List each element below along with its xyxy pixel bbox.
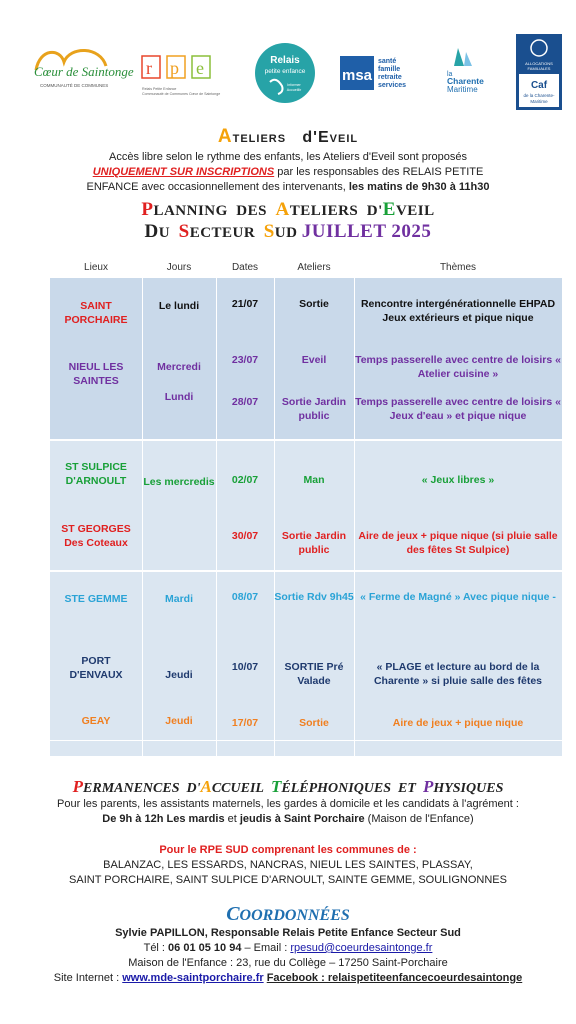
header-themes: Thèmes — [439, 262, 477, 273]
contact-line: Tél : 06 01 05 10 94 – Email : rpesud@coeurdesaintonge.fr — [143, 942, 433, 954]
table-row-atelier: Sortie — [299, 298, 329, 310]
svg-text:Relais: Relais — [270, 55, 300, 66]
table-row-jour: Jeudi — [165, 715, 193, 727]
table-row-date: 28/07 — [231, 396, 259, 408]
svg-text:santé: santé — [378, 58, 397, 65]
table-row-jour: Le lundi — [158, 300, 200, 312]
table-row-atelier: Sortie Rdv 9h45 — [274, 591, 354, 603]
phone-number: 06 01 05 10 94 — [168, 942, 242, 954]
svg-text:la: la — [447, 71, 453, 78]
msa-logo — [340, 54, 422, 94]
svg-text:ALLOCATIONS: ALLOCATIONS — [525, 61, 553, 66]
table-row-date: 23/07 — [231, 354, 259, 366]
header-jours: Jours — [166, 262, 192, 273]
header-lieux: Lieux — [84, 262, 108, 273]
coeur-logo-text: Cœur de Saintonge — [34, 64, 134, 79]
svg-text:Maritime: Maritime — [530, 99, 548, 104]
email-link[interactable]: rpesud@coeurdesaintonge.fr — [290, 942, 433, 954]
website-link[interactable]: www.mde-saintporchaire.fr — [122, 972, 264, 984]
communes-block — [0, 843, 576, 888]
table-row-atelier: Sortie — [299, 717, 329, 729]
coordonnees-text — [0, 926, 576, 986]
coordonnees-title: COORDONNÉES — [226, 903, 350, 925]
intro-text — [0, 150, 576, 195]
intro-line-3: ENFANCE avec occasionnellement des intervenants, les matins de 9h30 à 11h30 — [86, 181, 490, 193]
table-row-date: 17/07 — [231, 717, 259, 729]
svg-text:de la Charente-: de la Charente- — [523, 93, 555, 98]
table-row-date: 10/07 — [231, 661, 259, 673]
table-row-atelier: Sortie Jardin public — [281, 530, 347, 556]
coeur-de-saintonge-logo — [30, 40, 134, 90]
table-row-theme: « Ferme de Magné » Avec pique nique - — [360, 591, 556, 603]
table-row-theme: Aire de jeux + pique nique — [392, 717, 524, 729]
address-line: Maison de l'Enfance : 23, rue du Collège – 17250 Saint-Porchaire — [128, 957, 448, 969]
table-row-atelier: Eveil — [301, 354, 327, 366]
table-row-lieu: ST GEORGES Des Coteaux — [61, 523, 131, 549]
planning-table — [50, 257, 562, 757]
web-line: Site Internet : www.mde-saintporchaire.fr Facebook : relaispetiteenfancecoeurdesaintonge — [53, 972, 523, 984]
header-ateliers: Ateliers — [297, 262, 331, 273]
row-divider — [50, 740, 562, 741]
table-row-lieu: GEAY — [81, 715, 111, 727]
intro-line-1: Accès libre selon le rythme des enfants, les Ateliers d'Eveil sont proposés — [109, 151, 467, 163]
communes-line-1: BALANZAC, LES ESSARDS, NANCRAS, NIEUL LES SAINTES, PLASSAY, — [103, 859, 473, 871]
table-row-theme: Temps passerelle avec centre de loisirs « Jeux d'eau » et pique nique — [355, 396, 561, 422]
table-row-atelier: SORTIE Pré Valade — [284, 661, 344, 687]
table-row-jour: Jeudi — [165, 669, 193, 681]
rpe-sud-line: Pour le RPE SUD comprenant les communes de : — [159, 844, 417, 856]
table-row-jour: Les mercredis — [143, 476, 215, 488]
table-row-atelier: Sortie Jardin public — [281, 396, 347, 422]
svg-text:Relais Petite Enfance: Relais Petite Enfance — [142, 87, 177, 91]
svg-text:Maritime: Maritime — [447, 85, 478, 94]
planning-title-line-1: PLANNING DES ATELIERS D'EVEIL — [141, 199, 435, 220]
relais-petite-enfance-logo — [254, 42, 316, 104]
svg-text:p: p — [170, 58, 179, 78]
svg-text:Accueillir: Accueillir — [286, 88, 302, 92]
table-row-theme: Temps passerelle avec centre de loisirs « Atelier cuisine » — [355, 354, 561, 380]
table-row-theme: « Jeux libres » — [421, 474, 495, 486]
table-row-date: 02/07 — [231, 474, 259, 486]
planning-month: JUILLET 2025 — [301, 221, 432, 242]
table-row-lieu: PORT D'ENVAUX — [69, 655, 123, 681]
rpe-logo — [140, 52, 220, 102]
caf-logo — [516, 34, 562, 110]
permanences-text — [0, 797, 576, 827]
svg-text:Informer: Informer — [287, 83, 301, 87]
table-row-lieu: SAINT PORCHAIRE — [64, 300, 128, 326]
col-divider — [142, 278, 143, 756]
table-row-theme: Rencontre intergénérationnelle EHPAD Jeux extérieurs et pique nique — [360, 298, 556, 324]
responsable-line: Sylvie PAPILLON, Responsable Relais Petite Enfance Secteur Sud — [115, 927, 461, 939]
svg-text:Communauté de Communes Cœur de: Communauté de Communes Cœur de Saintonge — [142, 92, 221, 96]
communes-line-2: SAINT PORCHAIRE, SAINT SULPICE D'ARNOULT, SAINTE GEMME, SOULIGNONNES — [69, 874, 507, 886]
svg-text:Charente: Charente — [447, 76, 484, 86]
facebook-link[interactable]: Facebook : relaispetiteenfancecoeurdesaintonge — [266, 972, 523, 984]
svg-text:e: e — [196, 58, 204, 78]
ateliers-title: Ateliers d'Eveil — [217, 126, 359, 147]
svg-text:petite enfance: petite enfance — [264, 68, 306, 75]
table-row-lieu: ST SULPICE D'ARNOULT — [65, 461, 127, 487]
table-row-lieu: STE GEMME — [64, 593, 128, 605]
svg-text:retraite: retraite — [378, 74, 402, 81]
permanences-line-1: Pour les parents, les assistants maternels, les gardes à domicile et les candidats à l'agrément : — [57, 798, 519, 810]
table-row-date: 08/07 — [231, 591, 259, 603]
permanences-title: PERMANENCES D'ACCUEIL TÉLÉPHONIQUES ET PHYSIQUES — [72, 777, 504, 796]
table-row-date: 21/07 — [231, 298, 259, 310]
intro-line-2: UNIQUEMENT SUR INSCRIPTIONS par les responsables des RELAIS PETITE — [92, 166, 484, 178]
charente-maritime-logo — [444, 46, 494, 96]
table-row-jour: Mardi — [164, 593, 193, 605]
table-row-jour: Mercredi — [157, 361, 201, 373]
table-row-date: 30/07 — [231, 530, 259, 542]
permanences-line-2: De 9h à 12h Les mardis et jeudis à Saint Porchaire (Maison de l'Enfance) — [102, 813, 474, 825]
svg-text:Caf: Caf — [530, 80, 548, 91]
table-row-atelier: Man — [303, 474, 325, 486]
planning-title-line-2: DU SECTEUR SUD JUILLET 2025 — [144, 221, 432, 242]
logo-bar — [0, 32, 576, 112]
svg-text:FAMILIALES: FAMILIALES — [527, 66, 551, 71]
svg-text:msa: msa — [341, 67, 373, 84]
header-dates: Dates — [231, 262, 259, 273]
svg-text:r: r — [146, 58, 152, 78]
col-divider — [216, 278, 217, 756]
table-row-jour: Lundi — [164, 391, 194, 403]
table-row-theme: « PLAGE et lecture au bord de la Charente » si pluie salle des fêtes — [373, 661, 543, 687]
coeur-logo-sub: COMMUNAUTÉ DE COMMUNES — [40, 83, 109, 88]
svg-text:famille: famille — [378, 66, 401, 73]
table-row-theme: Aire de jeux + pique nique (si pluie salle des fêtes St Sulpice) — [358, 530, 558, 556]
table-row-lieu: NIEUL LES SAINTES — [68, 361, 124, 387]
svg-text:services: services — [378, 82, 407, 89]
